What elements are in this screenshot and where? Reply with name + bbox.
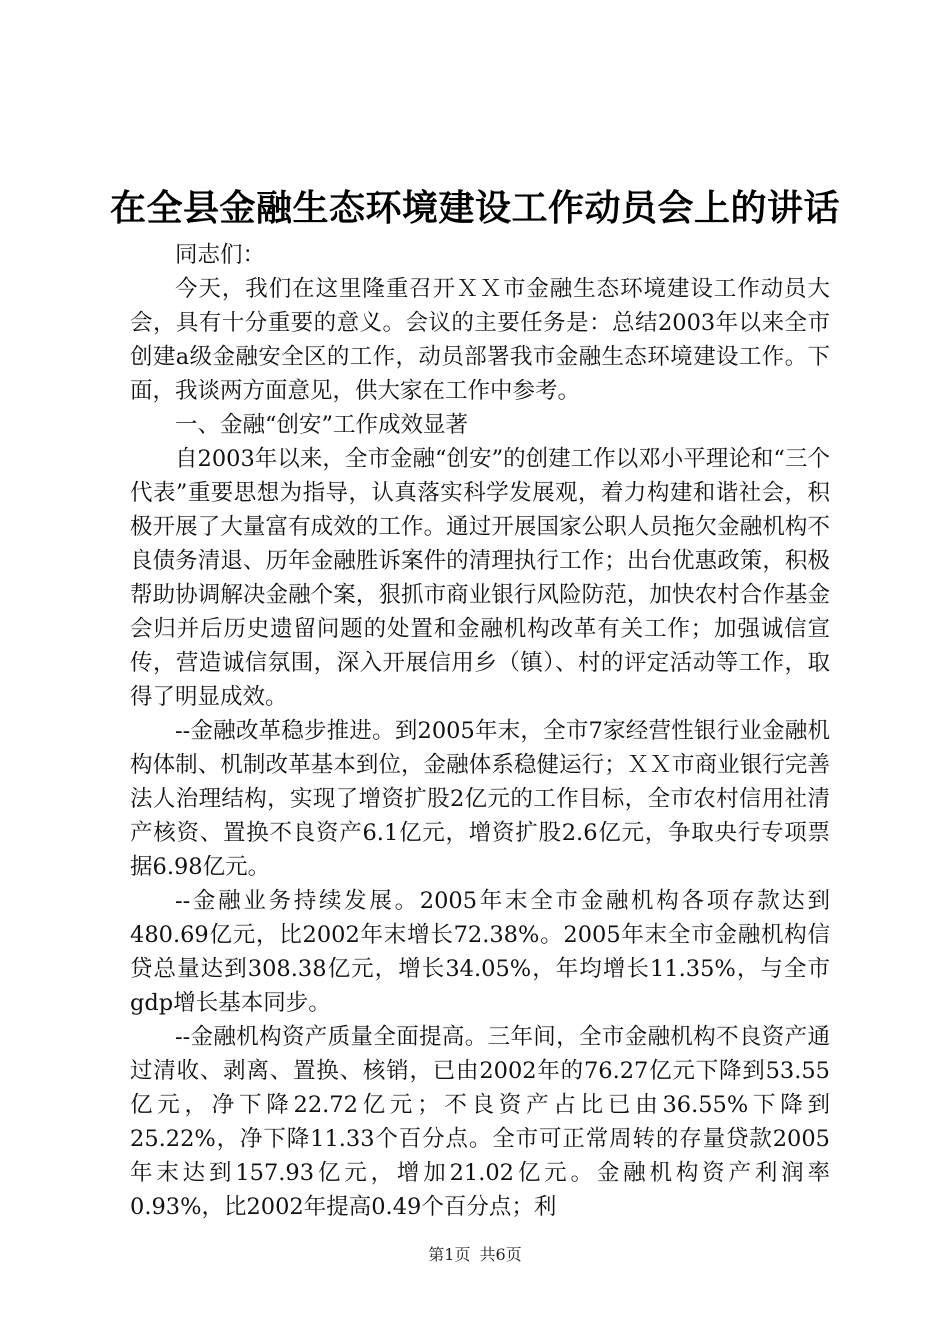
paragraph-intro: 今天，我们在这里隆重召开ＸＸ市金融生态环境建设工作动员大会，具有十分重要的意义。会议的主要任务是：总结2003年以来全市创建a级金融安全区的工作，动员部署我市金融生态环境建设工作。下面，我谈两方面意见，供大家在工作中参考。 xyxy=(130,276,830,404)
page-number: 第1页 xyxy=(428,1245,471,1264)
document-body xyxy=(130,238,830,1224)
paragraph-achievements: 自2003年以来，全市金融“创安”的创建工作以邓小平理论和“三个代表”重要思想为指导，认真落实科学发展观，着力构建和谐社会，积极开展了大量富有成效的工作。通过开展国家公职人员拖欠金融机构不良债务清退、历年金融胜诉案件的清理执行工作；出台优惠政策，积极帮助协调解决金融个案，狠抓市商业银行风险防范，加快农村合作基金会归并后历史遗留问题的处置和金融机构改革有关工作；加强诚信宣传，营造诚信氛围，深入开展信用乡（镇）、村的评定活动等工作，取得了明显成效。 xyxy=(130,446,830,710)
paragraph-reform: --金融改革稳步推进。到2005年末，全市7家经营性银行业金融机构体制、机制改革基本到位，金融体系稳健运行；ＸＸ市商业银行完善法人治理结构，实现了增资扩股2亿元的工作目标，全市农村信用社清产核资、置换不良资产6.1亿元，增资扩股2.6亿元，争取央行专项票据6.98亿元。 xyxy=(130,718,830,880)
paragraph-asset-quality: --金融机构资产质量全面提高。三年间，全市金融机构不良资产通过清收、剥离、置换、核销，已由2002年的76.27亿元下降到53.55亿元，净下降22.72亿元；不良资产占比已由36.55%下降到25.22%，净下降11.33个百分点。全市可正常周转的存量贷款2005年末达到157.93亿元，增加21.02亿元。金融机构资产利润率0.93%，比2002年提高0.49个百分点；利 xyxy=(130,1024,830,1220)
paragraph-business: --金融业务持续发展。2005年末全市金融机构各项存款达到480.69亿元，比2002年末增长72.38%。2005年末全市金融机构信贷总量达到308.38亿元，增长34.05%，年均增长11.35%，与全市gdp增长基本同步。 xyxy=(130,888,830,1016)
page-footer xyxy=(0,1244,950,1266)
section-heading: 一、金融“创安”工作成效显著 xyxy=(175,412,469,438)
page-total: 共6页 xyxy=(479,1245,522,1264)
document-title: 在全县金融生态环境建设工作动员会上的讲话 xyxy=(109,188,840,229)
salutation: 同志们： xyxy=(175,242,266,268)
